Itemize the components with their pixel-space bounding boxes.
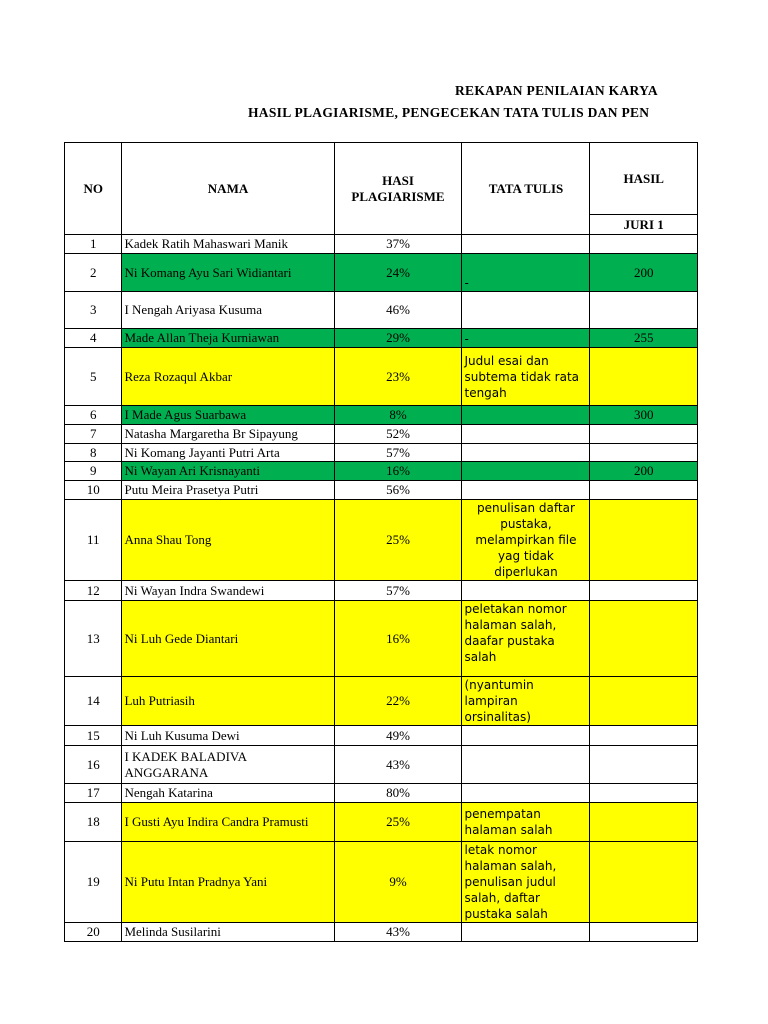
row-juri-1: 200 [590,254,698,292]
row-plagiarisme: 57% [334,581,462,601]
row-no: 8 [65,444,122,462]
row-nama: Ni Putu Intan Pradnya Yani [122,842,334,923]
row-nama: Reza Rozaqul Akbar [122,348,334,406]
row-tata-tulis: - [462,254,590,292]
row-nama: Luh Putriasih [122,677,334,726]
table-row [65,601,698,677]
header-juri-1: JURI 1 [590,215,698,235]
row-tata-tulis [462,726,590,746]
table-row [65,254,698,292]
row-nama: Putu Meira Prasetya Putri [122,481,334,500]
row-no: 16 [65,746,122,784]
row-tata-tulis [462,425,590,444]
row-no: 12 [65,581,122,601]
row-juri-1 [590,292,698,329]
row-juri-1: 200 [590,462,698,481]
table-row [65,842,698,923]
row-no: 19 [65,842,122,923]
row-nama: I KADEK BALADIVA ANGGARANA [122,746,334,784]
row-plagiarisme: 8% [334,406,462,425]
row-juri-1: 300 [590,406,698,425]
row-plagiarisme: 23% [334,348,462,406]
row-plagiarisme: 57% [334,444,462,462]
row-no: 11 [65,500,122,581]
row-tata-tulis [462,406,590,425]
table-row [65,784,698,803]
row-tata-tulis [462,746,590,784]
row-no: 2 [65,254,122,292]
row-juri-1 [590,677,698,726]
row-nama: Kadek Ratih Mahaswari Manik [122,235,334,254]
header-nama: NAMA [122,143,334,235]
row-nama: Nengah Katarina [122,784,334,803]
table-row [65,292,698,329]
row-plagiarisme: 56% [334,481,462,500]
row-plagiarisme: 43% [334,923,462,942]
row-juri-1 [590,425,698,444]
table-row [65,329,698,348]
row-tata-tulis [462,923,590,942]
row-no: 14 [65,677,122,726]
table-row [65,235,698,254]
row-no: 9 [65,462,122,481]
table-body [65,235,698,942]
table-row [65,677,698,726]
row-no: 1 [65,235,122,254]
row-plagiarisme: 52% [334,425,462,444]
row-plagiarisme: 25% [334,803,462,842]
row-nama: Ni Komang Jayanti Putri Arta [122,444,334,462]
header-hasil: HASIL [590,143,698,215]
header-no: NO [65,143,122,235]
table-row [65,425,698,444]
row-juri-1 [590,842,698,923]
row-tata-tulis: penulisan daftar pustaka, melampirkan file yag tidak diperlukan [462,500,590,581]
row-juri-1 [590,726,698,746]
row-juri-1 [590,481,698,500]
table-row [65,803,698,842]
row-tata-tulis: (nyantumin lampiran orsinalitas) [462,677,590,726]
header-plagiarisme [334,143,462,235]
row-juri-1: 255 [590,329,698,348]
row-juri-1 [590,235,698,254]
row-nama: Ni Wayan Ari Krisnayanti [122,462,334,481]
row-plagiarisme: 22% [334,677,462,726]
row-juri-1 [590,348,698,406]
row-tata-tulis [462,462,590,481]
header-plagiarisme-line2: PLAGIARISME [351,188,445,204]
row-nama: Made Allan Theja Kurniawan [122,329,334,348]
row-no: 13 [65,601,122,677]
table-row [65,481,698,500]
row-nama: Ni Komang Ayu Sari Widiantari [122,254,334,292]
row-no: 17 [65,784,122,803]
row-juri-1 [590,803,698,842]
row-tata-tulis [462,292,590,329]
rekapan-table [64,142,698,942]
row-nama: Ni Luh Kusuma Dewi [122,726,334,746]
table-row [65,500,698,581]
row-tata-tulis [462,581,590,601]
row-tata-tulis: penempatan halaman salah [462,803,590,842]
row-juri-1 [590,746,698,784]
row-nama: I Made Agus Suarbawa [122,406,334,425]
table-row [65,746,698,784]
row-nama: Ni Luh Gede Diantari [122,601,334,677]
row-no: 4 [65,329,122,348]
header-tata-tulis: TATA TULIS [462,143,590,235]
header-plagiarisme-line1: HASI [382,172,414,188]
row-tata-tulis [462,784,590,803]
row-plagiarisme: 37% [334,235,462,254]
row-plagiarisme: 25% [334,500,462,581]
row-tata-tulis: letak nomor halaman salah, penulisan judul salah, daftar pustaka salah [462,842,590,923]
row-juri-1 [590,784,698,803]
row-juri-1 [590,581,698,601]
row-no: 10 [65,481,122,500]
row-no: 3 [65,292,122,329]
table-row [65,923,698,942]
table-row [65,726,698,746]
document-subtitle: HASIL PLAGIARISME, PENGECEKAN TATA TULIS DAN PEN [248,105,650,120]
row-plagiarisme: 46% [334,292,462,329]
table-row [65,348,698,406]
document-title: REKAPAN PENILAIAN KARYA [455,83,658,98]
row-juri-1 [590,500,698,581]
row-nama: Natasha Margaretha Br Sipayung [122,425,334,444]
row-tata-tulis [462,444,590,462]
row-nama: I Nengah Ariyasa Kusuma [122,292,334,329]
row-no: 15 [65,726,122,746]
row-juri-1 [590,444,698,462]
row-nama: Melinda Susilarini [122,923,334,942]
row-nama: I Gusti Ayu Indira Candra Pramusti [122,803,334,842]
row-nama: Ni Wayan Indra Swandewi [122,581,334,601]
row-no: 18 [65,803,122,842]
row-juri-1 [590,923,698,942]
row-plagiarisme: 49% [334,726,462,746]
row-plagiarisme: 9% [334,842,462,923]
row-tata-tulis: Judul esai dan subtema tidak rata tengah [462,348,590,406]
row-no: 5 [65,348,122,406]
table-row [65,406,698,425]
row-no: 20 [65,923,122,942]
row-no: 7 [65,425,122,444]
row-plagiarisme: 80% [334,784,462,803]
table-row [65,581,698,601]
row-tata-tulis: peletakan nomor halaman salah, daafar pustaka salah [462,601,590,677]
row-plagiarisme: 29% [334,329,462,348]
table-row [65,444,698,462]
row-plagiarisme: 16% [334,601,462,677]
table-row [65,462,698,481]
row-plagiarisme: 24% [334,254,462,292]
row-tata-tulis: - [462,329,590,348]
row-tata-tulis [462,481,590,500]
row-tata-tulis [462,235,590,254]
row-nama: Anna Shau Tong [122,500,334,581]
row-plagiarisme: 43% [334,746,462,784]
row-plagiarisme: 16% [334,462,462,481]
row-juri-1 [590,601,698,677]
row-no: 6 [65,406,122,425]
